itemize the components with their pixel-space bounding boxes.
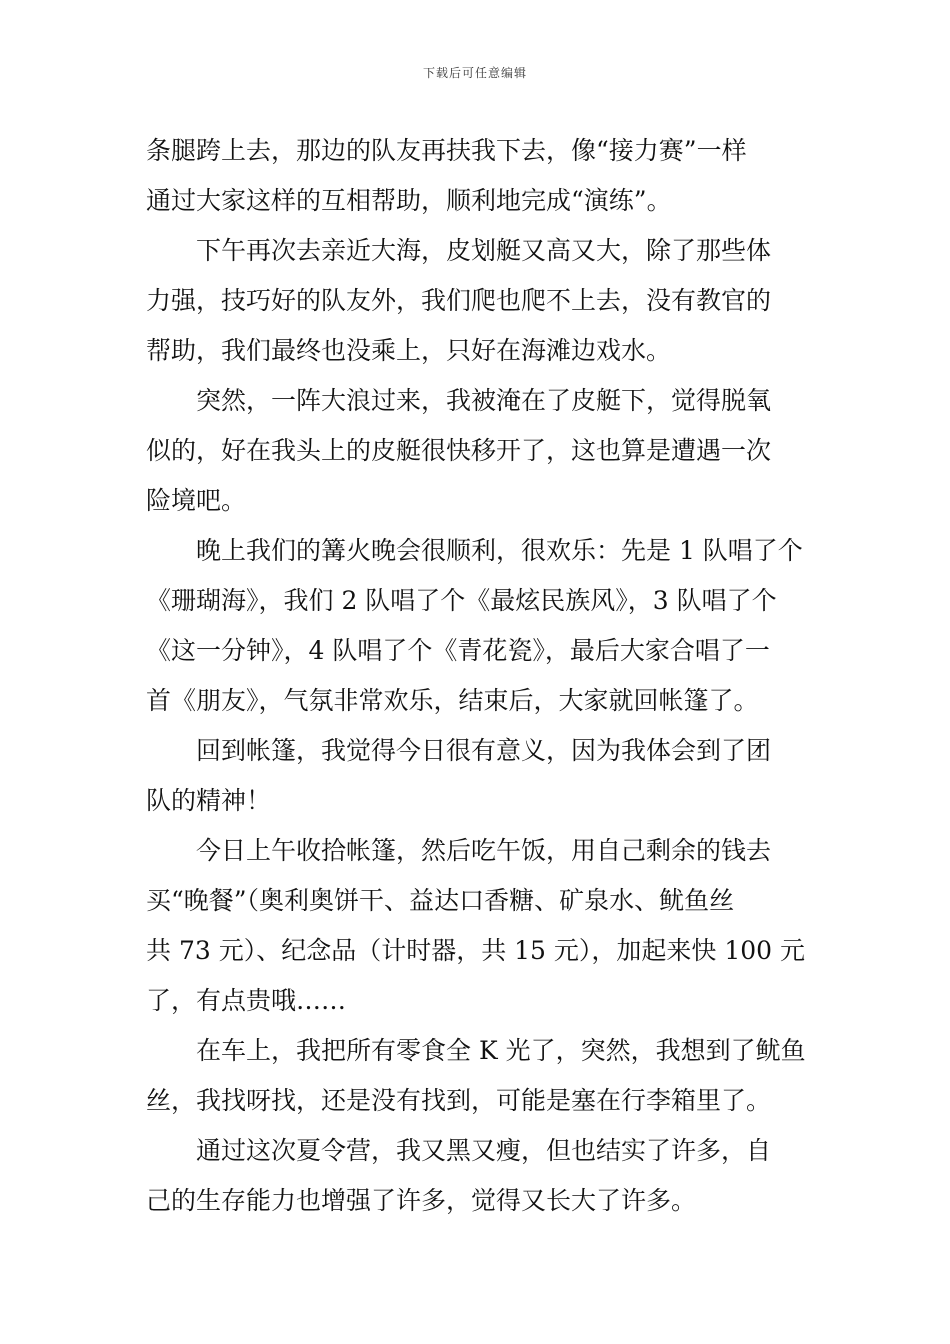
text-line: 《珊瑚海》，我们 2 队唱了个《最炫民族风》，3 队唱了个 — [146, 586, 777, 615]
paragraph-start-line: 在车上，我把所有零食全 K 光了，突然，我想到了鱿鱼 — [196, 1036, 806, 1065]
text-line: 力强，技巧好的队友外，我们爬也爬不上去，没有教官的 — [146, 286, 772, 315]
paragraph-start-line: 晚上我们的篝火晚会很顺利，很欢乐：先是 1 队唱了个 — [196, 536, 803, 565]
text-line: 似的，好在我头上的皮艇很快移开了，这也算是遭遇一次 — [146, 436, 772, 465]
text-line: 丝，我找呀找，还是没有找到，可能是塞在行李箱里了。 — [146, 1086, 772, 1115]
text-line: 队的精神！ — [146, 786, 272, 815]
page-header: 下载后可任意编辑 — [422, 66, 527, 80]
paragraph-start-line: 今日上午收拾帐篷，然后吃午饭，用自己剩余的钱去 — [196, 836, 772, 865]
text-line: 条腿跨上去，那边的队友再扶我下去，像“接力赛”一样 — [146, 136, 747, 165]
text-line: 了，有点贵哦…… — [146, 986, 347, 1015]
paragraph-start-line: 通过这次夏令营，我又黑又瘦，但也结实了许多，自 — [196, 1136, 772, 1165]
text-line: 己的生存能力也增强了许多，觉得又长大了许多。 — [146, 1186, 697, 1215]
paragraph-start-line: 回到帐篷，我觉得今日很有意义，因为我体会到了团 — [196, 736, 772, 765]
text-line: 首《朋友》，气氛非常欢乐，结束后，大家就回帐篷了。 — [146, 686, 759, 715]
text-line: 通过大家这样的互相帮助，顺利地完成“演练”。 — [146, 186, 672, 215]
text-line: 帮助，我们最终也没乘上，只好在海滩边戏水。 — [146, 336, 672, 365]
paragraph-start-line: 下午再次去亲近大海，皮划艇又高又大，除了那些体 — [196, 236, 772, 265]
text-line: 买“晚餐”（奥利奥饼干、益达口香糖、矿泉水、鱿鱼丝 — [146, 886, 735, 915]
paragraph-start-line: 突然，一阵大浪过来，我被淹在了皮艇下，觉得脱氧 — [196, 386, 772, 415]
text-line: 共 73 元）、纪念品（计时器，共 15 元），加起来快 100 元 — [146, 936, 806, 965]
text-line: 《这一分钟》，4 队唱了个《青花瓷》，最后大家合唱了一 — [146, 636, 770, 665]
text-line: 险境吧。 — [146, 486, 247, 515]
document-body — [146, 126, 806, 1226]
